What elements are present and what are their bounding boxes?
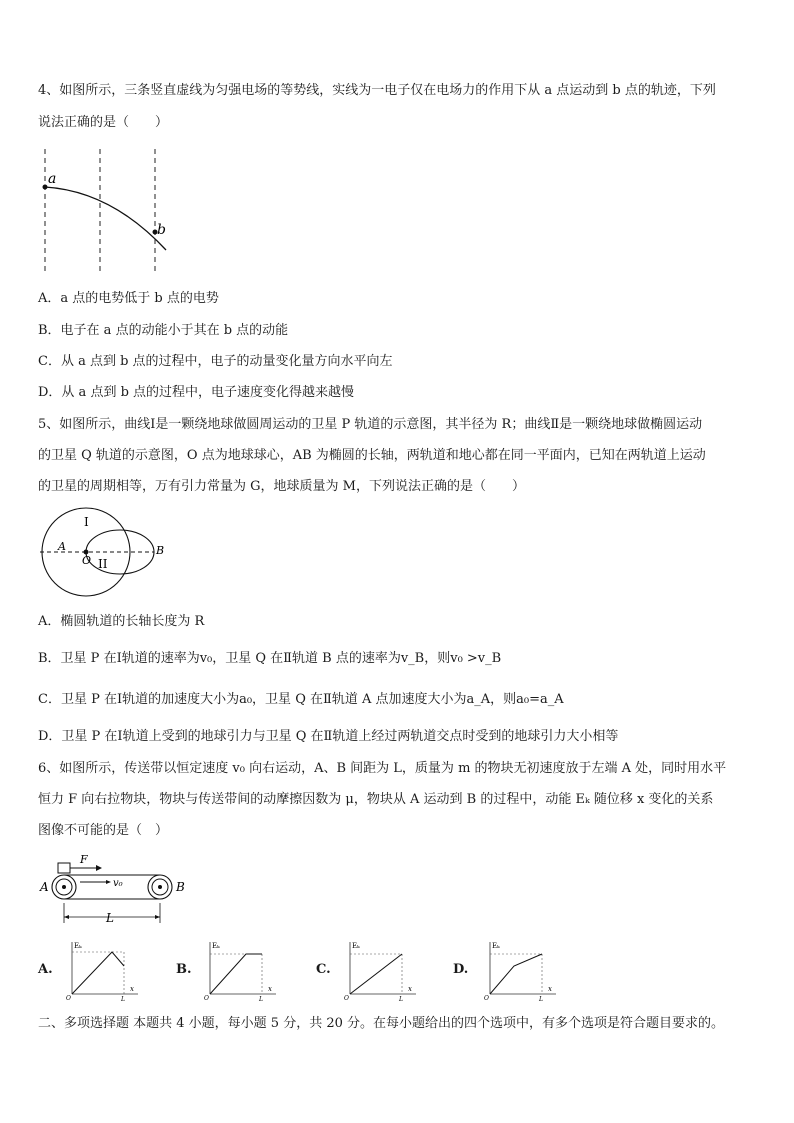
q5-option-a: A．椭圆轨道的长轴长度为 R: [38, 614, 205, 629]
point-A-label: A: [58, 540, 66, 553]
origin-label: O: [66, 995, 71, 1002]
point-B-label: B: [156, 544, 165, 557]
ek-axis-label: Eₖ: [352, 942, 360, 950]
q6-option-a-letter: A.: [38, 962, 53, 977]
q4-option-c: C．从 a 点到 b 点的过程中，电子的动量变化量方向水平向左: [38, 354, 393, 369]
velocity-arrow-head: [106, 880, 111, 884]
q6-option-d-letter: D.: [453, 962, 469, 977]
x-axis-label: x: [548, 985, 552, 993]
origin-label: O: [344, 995, 349, 1002]
section2-header: 二、多项选择题 本题共 4 小题，每小题 5 分，共 20 分。在每小题给出的四个选项中，有多个选项是符合题目要求的。: [38, 1016, 725, 1031]
q4-figure: [36, 145, 176, 275]
q6-option-d-graph: [480, 938, 560, 1002]
left-pulley-hub: [62, 885, 66, 889]
point-a-dot: [43, 185, 48, 190]
l-tick-label: L: [121, 996, 125, 1002]
q6-option-c-letter: C.: [316, 962, 331, 977]
length-label: L: [106, 911, 114, 925]
x-axis-label: x: [130, 985, 134, 993]
q5-stem-line1: 5、如图所示，曲线Ⅰ是一颗绕地球做圆周运动的卫星 P 轨道的示意图，其半径为 R；曲线Ⅱ是一颗绕地球做椭圆运动: [38, 417, 703, 432]
q6-option-c-graph: [340, 938, 420, 1002]
q4-option-d: D．从 a 点到 b 点的过程中，电子速度变化得越来越慢: [38, 385, 355, 400]
point-A-label: A: [40, 880, 49, 894]
q4-option-a: A．a 点的电势低于 b 点的电势: [38, 291, 219, 306]
x-axis-label: x: [268, 985, 272, 993]
velocity-label: v₀: [113, 878, 123, 889]
q5-figure: [38, 506, 178, 601]
dim-arrow-right: [155, 915, 160, 919]
q4-option-b: B．电子在 a 点的动能小于其在 b 点的动能: [38, 323, 289, 338]
x-axis-label: x: [408, 985, 412, 993]
q5-option-c: C．卫星 P 在Ⅰ轨道的加速度大小为a₀，卫星 Q 在Ⅱ轨道 A 点加速度大小为a_A，则a₀=a_A: [38, 692, 564, 707]
origin-label: O: [484, 995, 489, 1002]
l-tick-label: L: [259, 996, 263, 1002]
q6-stem-line3: 图像不可能的是（ ）: [38, 823, 169, 838]
ek-curve: [210, 954, 262, 994]
q6-option-b-graph: [200, 938, 280, 1002]
q5-option-b: B．卫星 P 在Ⅰ轨道的速率为v₀，卫星 Q 在Ⅱ轨道 B 点的速率为v_B，则v₀ >v_B: [38, 651, 502, 666]
orbit-II-label: II: [98, 557, 108, 571]
q4-stem-line1: 4、如图所示，三条竖直虚线为匀强电场的等势线，实线为一电子仅在电场力的作用下从 a 点运动到 b 点的轨迹，下列: [38, 83, 716, 98]
q5-stem-line3: 的卫星的周期相等，万有引力常量为 G，地球质量为 M，下列说法正确的是（ ）: [38, 479, 525, 494]
origin-label: O: [204, 995, 209, 1002]
force-arrow-head: [96, 865, 102, 871]
q5-stem-line2: 的卫星 Q 轨道的示意图，O 点为地球球心，AB 为椭圆的长轴，两轨道和地心都在同一平面内，已知在两轨道上运动: [38, 448, 706, 463]
q6-stem-line1: 6、如图所示，传送带以恒定速度 v₀ 向右运动，A、B 间距为 L，质量为 m 的物块无初速度放于左端 A 处，同时用水平: [38, 761, 727, 776]
electron-trajectory: [45, 187, 166, 250]
ek-axis-label: Eₖ: [74, 942, 82, 950]
block: [58, 863, 70, 873]
ek-curve: [72, 952, 124, 994]
orbit-I-label: I: [84, 515, 89, 529]
ek-axis-label: Eₖ: [492, 942, 500, 950]
point-a-label: a: [48, 171, 57, 187]
q6-option-a-graph: [62, 938, 142, 1002]
right-pulley-hub: [158, 885, 162, 889]
point-B-label: B: [176, 880, 185, 894]
ek-curve: [490, 954, 542, 994]
l-tick-label: L: [399, 996, 403, 1002]
point-b-label: b: [157, 222, 166, 238]
q5-option-d: D．卫星 P 在Ⅰ轨道上受到的地球引力与卫星 Q 在Ⅱ轨道上经过两轨道交点时受到的地球引力大小相等: [38, 729, 619, 744]
q4-stem-line2: 说法正确的是（ ）: [38, 115, 169, 130]
q6-conveyor-figure: [38, 853, 198, 927]
point-O-label: O: [82, 554, 92, 567]
dim-arrow-left: [64, 915, 69, 919]
q6-option-b-letter: B.: [176, 962, 192, 977]
q6-stem-line2: 恒力 F 向右拉物块，物块与传送带间的动摩擦因数为 μ，物块从 A 运动到 B 的过程中，动能 Eₖ 随位移 x 变化的关系: [38, 792, 714, 807]
ek-axis-label: Eₖ: [212, 942, 220, 950]
force-label: F: [80, 853, 88, 866]
ek-curve: [350, 954, 402, 994]
l-tick-label: L: [539, 996, 543, 1002]
